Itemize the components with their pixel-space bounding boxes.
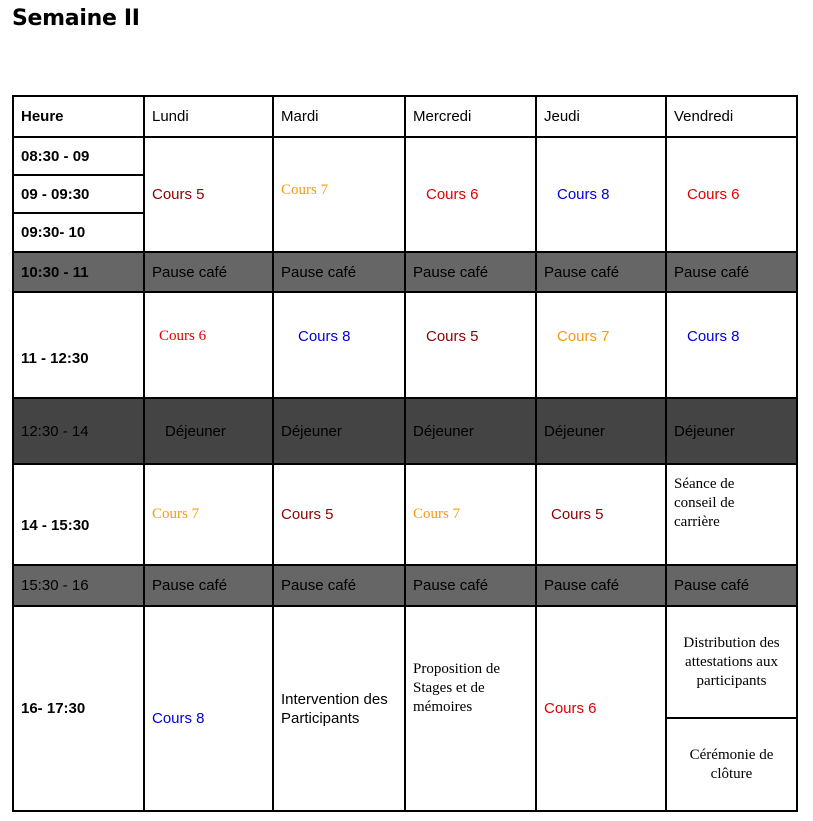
time-cell: 12:30 - 14 [13,398,144,464]
table-row [13,464,797,565]
lunch-cell: Déjeuner [536,398,666,464]
cell-mercredi-b3: Cours 7 [405,464,536,565]
time-cell: 09:30- 10 [13,213,144,252]
time-cell: 08:30 - 09 [13,137,144,175]
lunch-cell: Déjeuner [405,398,536,464]
pause-cell: Pause café [666,565,797,606]
lunch-row [13,398,797,464]
cell-lundi-b4: Cours 8 [144,606,273,811]
time-cell: 14 - 15:30 [13,464,144,565]
pause-cell: Pause café [536,252,666,292]
cell-mardi-b1: Cours 7 [273,137,405,252]
time-cell: 16- 17:30 [13,606,144,811]
pause-cell: Pause café [405,252,536,292]
table-row [13,137,797,175]
time-cell: 10:30 - 11 [13,252,144,292]
cell-vendredi-b1: Cours 6 [666,137,797,252]
cell-mardi-b3: Cours 5 [273,464,405,565]
lunch-cell: Déjeuner [144,398,273,464]
time-cell: 11 - 12:30 [13,292,144,398]
header-row [13,96,797,137]
cell-mercredi-b2: Cours 5 [405,292,536,398]
cell-vendredi-b4-bottom: Cérémonie de clôture [666,718,797,811]
header-mardi: Mardi [273,96,405,137]
cell-lundi-b3: Cours 7 [144,464,273,565]
cell-mercredi-b4: Proposition de Stages et de mémoires [405,606,536,811]
pause-cell: Pause café [405,565,536,606]
pause-cell: Pause café [273,252,405,292]
lunch-cell: Déjeuner [666,398,797,464]
pause-cell: Pause café [536,565,666,606]
table-row [13,292,797,398]
cell-vendredi-b3: Séance de conseil de carrière [666,464,797,565]
pause-cell: Pause café [144,252,273,292]
time-cell: 09 - 09:30 [13,175,144,213]
cell-vendredi-b2: Cours 8 [666,292,797,398]
cell-jeudi-b2: Cours 7 [536,292,666,398]
cell-mardi-b2: Cours 8 [273,292,405,398]
cell-mercredi-b1: Cours 6 [405,137,536,252]
cell-jeudi-b1: Cours 8 [536,137,666,252]
table-row [13,606,797,718]
header-lundi: Lundi [144,96,273,137]
pause-cell: Pause café [666,252,797,292]
header-mercredi: Mercredi [405,96,536,137]
time-cell: 15:30 - 16 [13,565,144,606]
cell-jeudi-b4: Cours 6 [536,606,666,811]
header-vendredi: Vendredi [666,96,797,137]
cell-mardi-b4: Intervention des Participants [273,606,405,811]
cell-lundi-b2: Cours 6 [144,292,273,398]
header-heure: Heure [13,96,144,137]
cell-jeudi-b3: Cours 5 [536,464,666,565]
pause-cell: Pause café [144,565,273,606]
pause-cell: Pause café [273,565,405,606]
header-jeudi: Jeudi [536,96,666,137]
pause-row [13,252,797,292]
schedule-table [12,95,798,812]
lunch-cell: Déjeuner [273,398,405,464]
cell-vendredi-b4-top: Distribution des attestations aux participants [666,606,797,718]
page-title: Semaine II [12,6,140,31]
pause-row [13,565,797,606]
cell-lundi-b1: Cours 5 [144,137,273,252]
